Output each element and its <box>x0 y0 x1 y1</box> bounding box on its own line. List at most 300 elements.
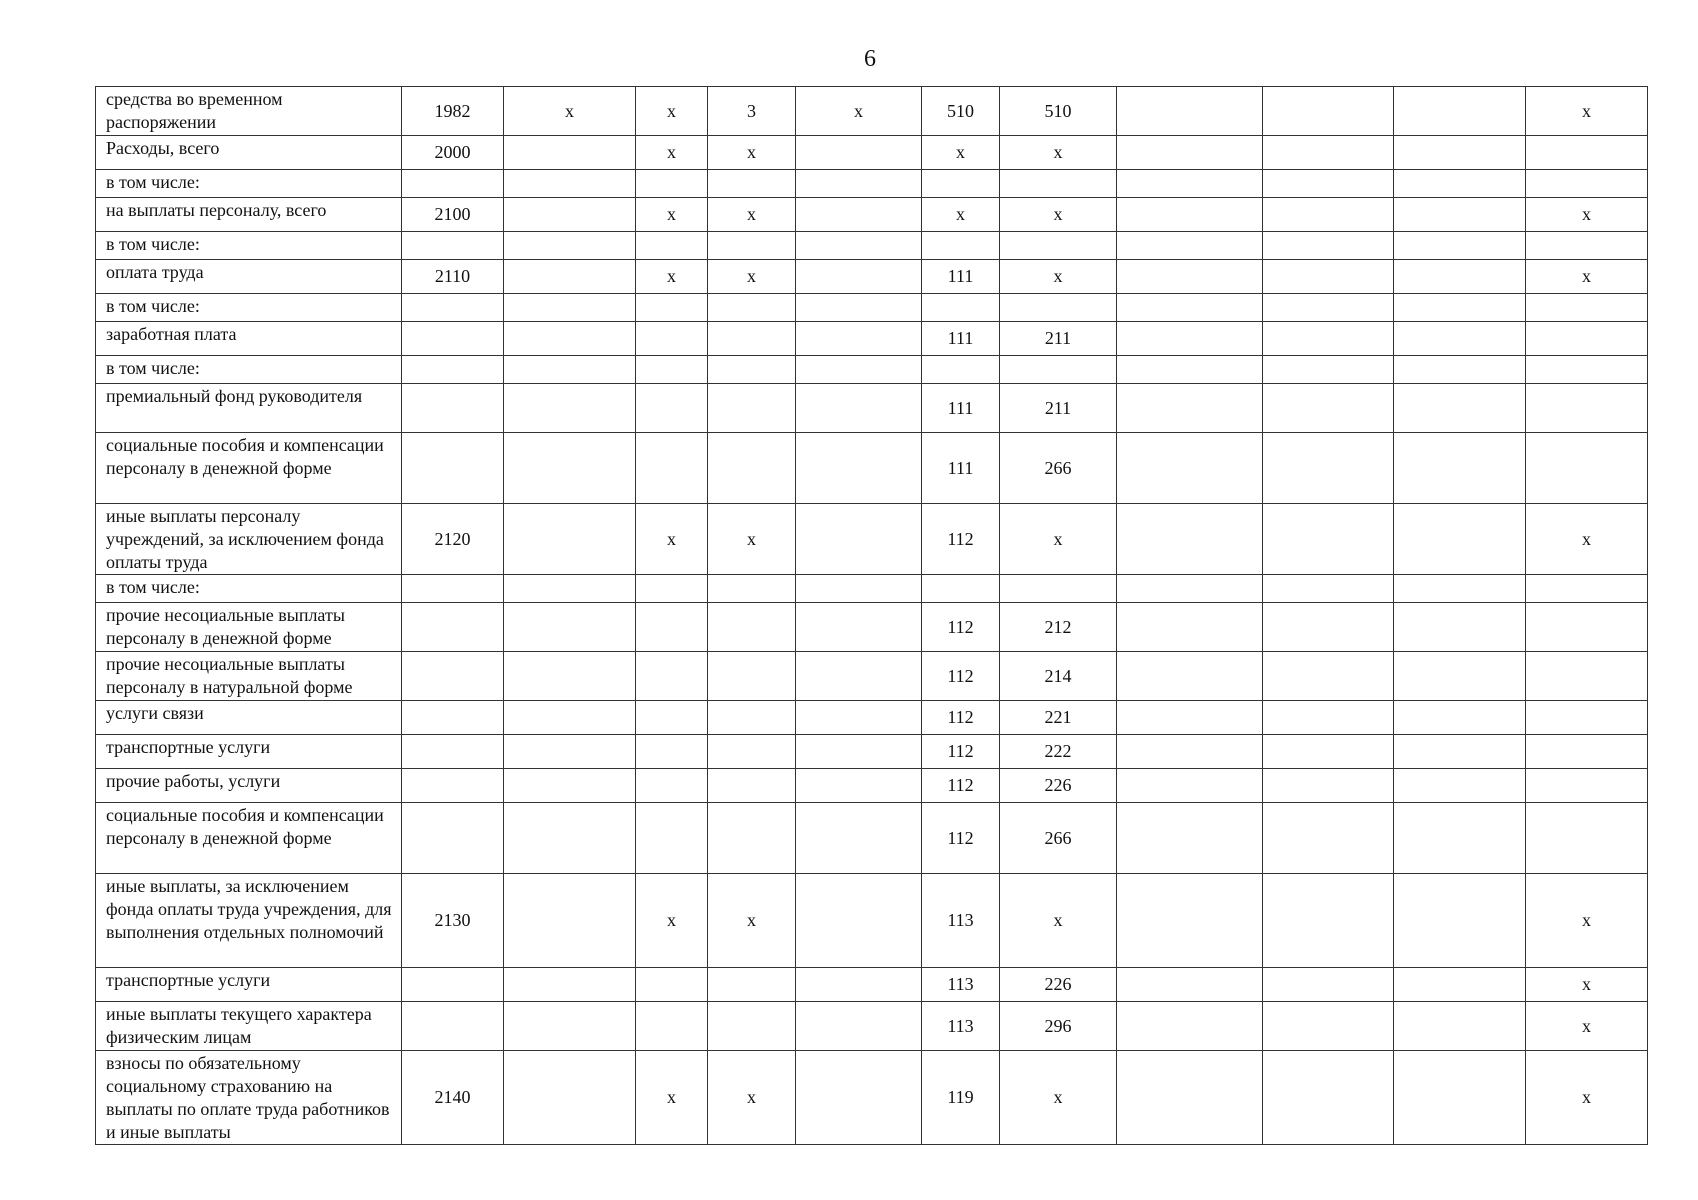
col-10-cell <box>1263 170 1394 198</box>
col-11-cell <box>1394 170 1526 198</box>
kvr-code-cell: 112 <box>922 769 1000 803</box>
kosgu-code-cell: 226 <box>1000 968 1117 1002</box>
col-9-cell <box>1117 701 1263 735</box>
kvr-code-cell: 111 <box>922 433 1000 504</box>
col-3-cell <box>504 294 636 322</box>
col-5-cell: 3 <box>708 87 796 136</box>
line-code-cell <box>402 1002 504 1051</box>
row-name-cell: средства во временном распоряжении <box>96 87 402 136</box>
row-name-cell: в том числе: <box>96 170 402 198</box>
col-3-cell <box>504 384 636 433</box>
col-6-cell <box>796 968 922 1002</box>
col-11-cell <box>1394 1051 1526 1145</box>
table-row <box>96 322 1648 356</box>
row-name-cell: в том числе: <box>96 575 402 603</box>
col-6-cell <box>796 322 922 356</box>
col-6-cell <box>796 294 922 322</box>
col-9-cell <box>1117 1002 1263 1051</box>
col-5-cell: x <box>708 136 796 170</box>
col-3-cell <box>504 433 636 504</box>
col-9-cell <box>1117 260 1263 294</box>
row-name-cell: транспортные услуги <box>96 735 402 769</box>
col-10-cell <box>1263 198 1394 232</box>
kvr-code-cell: 119 <box>922 1051 1000 1145</box>
col-10-cell <box>1263 701 1394 735</box>
col-9-cell <box>1117 652 1263 701</box>
col-10-cell <box>1263 874 1394 968</box>
col-3-cell: x <box>504 87 636 136</box>
kosgu-code-cell: x <box>1000 136 1117 170</box>
col-3-cell <box>504 769 636 803</box>
col-4-cell <box>636 652 708 701</box>
table-row <box>96 1051 1648 1145</box>
kosgu-code-cell <box>1000 170 1117 198</box>
col-4-cell <box>636 968 708 1002</box>
row-name-cell: услуги связи <box>96 701 402 735</box>
kosgu-code-cell: 266 <box>1000 433 1117 504</box>
col-4-cell: x <box>636 87 708 136</box>
col-12-cell <box>1526 356 1648 384</box>
line-code-cell <box>402 356 504 384</box>
line-code-cell: 2130 <box>402 874 504 968</box>
col-6-cell <box>796 769 922 803</box>
col-12-cell <box>1526 735 1648 769</box>
col-11-cell <box>1394 87 1526 136</box>
col-5-cell: x <box>708 260 796 294</box>
col-12-cell: x <box>1526 260 1648 294</box>
col-9-cell <box>1117 198 1263 232</box>
line-code-cell <box>402 603 504 652</box>
row-name-cell: прочие несоциальные выплаты персоналу в натуральной форме <box>96 652 402 701</box>
kosgu-code-cell: x <box>1000 874 1117 968</box>
row-name-cell: оплата труда <box>96 260 402 294</box>
table-row <box>96 294 1648 322</box>
line-code-cell <box>402 652 504 701</box>
col-5-cell <box>708 433 796 504</box>
col-4-cell <box>636 322 708 356</box>
col-10-cell <box>1263 384 1394 433</box>
kosgu-code-cell: 211 <box>1000 384 1117 433</box>
col-11-cell <box>1394 874 1526 968</box>
kvr-code-cell: 112 <box>922 701 1000 735</box>
row-name-cell: взносы по обязательному социальному страхованию на выплаты по оплате труда работников и иные выплаты <box>96 1051 402 1145</box>
col-12-cell: x <box>1526 87 1648 136</box>
kosgu-code-cell <box>1000 575 1117 603</box>
table-row <box>96 87 1648 136</box>
col-10-cell <box>1263 356 1394 384</box>
col-3-cell <box>504 198 636 232</box>
col-9-cell <box>1117 433 1263 504</box>
col-5-cell <box>708 1002 796 1051</box>
col-12-cell: x <box>1526 504 1648 575</box>
kvr-code-cell: 112 <box>922 735 1000 769</box>
col-5-cell <box>708 575 796 603</box>
col-6-cell: x <box>796 87 922 136</box>
col-11-cell <box>1394 1002 1526 1051</box>
line-code-cell: 2000 <box>402 136 504 170</box>
col-12-cell <box>1526 803 1648 874</box>
kosgu-code-cell: 211 <box>1000 322 1117 356</box>
col-3-cell <box>504 1051 636 1145</box>
col-6-cell <box>796 1051 922 1145</box>
col-4-cell <box>636 701 708 735</box>
col-3-cell <box>504 603 636 652</box>
row-name-cell: на выплаты персоналу, всего <box>96 198 402 232</box>
col-4-cell <box>636 294 708 322</box>
col-5-cell <box>708 356 796 384</box>
col-12-cell <box>1526 433 1648 504</box>
col-6-cell <box>796 136 922 170</box>
col-10-cell <box>1263 652 1394 701</box>
col-5-cell <box>708 603 796 652</box>
kosgu-code-cell: 510 <box>1000 87 1117 136</box>
col-5-cell <box>708 769 796 803</box>
col-10-cell <box>1263 136 1394 170</box>
table-row <box>96 575 1648 603</box>
row-name-cell: социальные пособия и компенсации персоналу в денежной форме <box>96 433 402 504</box>
col-10-cell <box>1263 1002 1394 1051</box>
line-code-cell <box>402 170 504 198</box>
row-name-cell: прочие работы, услуги <box>96 769 402 803</box>
kosgu-code-cell: 212 <box>1000 603 1117 652</box>
col-10-cell <box>1263 603 1394 652</box>
col-6-cell <box>796 874 922 968</box>
col-5-cell <box>708 968 796 1002</box>
col-3-cell <box>504 170 636 198</box>
col-10-cell <box>1263 968 1394 1002</box>
table-row <box>96 170 1648 198</box>
col-9-cell <box>1117 968 1263 1002</box>
kvr-code-cell: 113 <box>922 968 1000 1002</box>
col-11-cell <box>1394 803 1526 874</box>
kvr-code-cell: 112 <box>922 603 1000 652</box>
col-6-cell <box>796 232 922 260</box>
col-9-cell <box>1117 322 1263 356</box>
col-4-cell <box>636 575 708 603</box>
kvr-code-cell: x <box>922 136 1000 170</box>
row-name-cell: транспортные услуги <box>96 968 402 1002</box>
col-4-cell <box>636 735 708 769</box>
col-5-cell <box>708 384 796 433</box>
kvr-code-cell <box>922 232 1000 260</box>
kvr-code-cell <box>922 356 1000 384</box>
col-6-cell <box>796 384 922 433</box>
col-3-cell <box>504 322 636 356</box>
col-12-cell <box>1526 603 1648 652</box>
line-code-cell: 2120 <box>402 504 504 575</box>
row-name-cell: Расходы, всего <box>96 136 402 170</box>
col-11-cell <box>1394 198 1526 232</box>
line-code-cell: 2140 <box>402 1051 504 1145</box>
kosgu-code-cell: 226 <box>1000 769 1117 803</box>
col-9-cell <box>1117 294 1263 322</box>
line-code-cell <box>402 803 504 874</box>
col-11-cell <box>1394 260 1526 294</box>
col-3-cell <box>504 874 636 968</box>
col-3-cell <box>504 232 636 260</box>
row-name-cell: иные выплаты персоналу учреждений, за исключением фонда оплаты труда <box>96 504 402 575</box>
col-4-cell <box>636 1002 708 1051</box>
col-9-cell <box>1117 356 1263 384</box>
col-3-cell <box>504 1002 636 1051</box>
col-11-cell <box>1394 384 1526 433</box>
col-11-cell <box>1394 136 1526 170</box>
row-name-cell: в том числе: <box>96 356 402 384</box>
kvr-code-cell: 112 <box>922 652 1000 701</box>
col-10-cell <box>1263 803 1394 874</box>
col-5-cell <box>708 170 796 198</box>
table-row <box>96 735 1648 769</box>
col-6-cell <box>796 170 922 198</box>
col-12-cell <box>1526 652 1648 701</box>
col-11-cell <box>1394 504 1526 575</box>
col-10-cell <box>1263 260 1394 294</box>
col-12-cell: x <box>1526 874 1648 968</box>
col-4-cell: x <box>636 136 708 170</box>
table-row <box>96 384 1648 433</box>
col-5-cell <box>708 803 796 874</box>
table-row <box>96 769 1648 803</box>
line-code-cell <box>402 384 504 433</box>
col-3-cell <box>504 260 636 294</box>
col-11-cell <box>1394 322 1526 356</box>
kosgu-code-cell: x <box>1000 504 1117 575</box>
col-4-cell <box>636 769 708 803</box>
line-code-cell <box>402 968 504 1002</box>
col-9-cell <box>1117 136 1263 170</box>
table-row <box>96 433 1648 504</box>
col-6-cell <box>796 433 922 504</box>
col-10-cell <box>1263 87 1394 136</box>
col-5-cell: x <box>708 1051 796 1145</box>
col-5-cell <box>708 232 796 260</box>
kvr-code-cell <box>922 170 1000 198</box>
kvr-code-cell: 111 <box>922 260 1000 294</box>
col-12-cell: x <box>1526 1051 1648 1145</box>
col-9-cell <box>1117 1051 1263 1145</box>
col-10-cell <box>1263 433 1394 504</box>
col-4-cell: x <box>636 198 708 232</box>
table-row <box>96 652 1648 701</box>
col-4-cell <box>636 433 708 504</box>
line-code-cell: 1982 <box>402 87 504 136</box>
col-3-cell <box>504 136 636 170</box>
row-name-cell: прочие несоциальные выплаты персоналу в денежной форме <box>96 603 402 652</box>
col-4-cell: x <box>636 504 708 575</box>
col-11-cell <box>1394 769 1526 803</box>
col-11-cell <box>1394 652 1526 701</box>
kosgu-code-cell: x <box>1000 260 1117 294</box>
col-9-cell <box>1117 575 1263 603</box>
col-5-cell <box>708 322 796 356</box>
col-3-cell <box>504 968 636 1002</box>
table-row <box>96 1002 1648 1051</box>
col-9-cell <box>1117 769 1263 803</box>
line-code-cell <box>402 735 504 769</box>
col-11-cell <box>1394 603 1526 652</box>
col-10-cell <box>1263 322 1394 356</box>
kosgu-code-cell: 222 <box>1000 735 1117 769</box>
col-6-cell <box>796 701 922 735</box>
kvr-code-cell: 112 <box>922 504 1000 575</box>
table-row <box>96 701 1648 735</box>
row-name-cell: заработная плата <box>96 322 402 356</box>
col-4-cell <box>636 384 708 433</box>
col-12-cell <box>1526 322 1648 356</box>
kvr-code-cell: 113 <box>922 874 1000 968</box>
kosgu-code-cell: 296 <box>1000 1002 1117 1051</box>
col-12-cell <box>1526 384 1648 433</box>
col-4-cell: x <box>636 260 708 294</box>
col-9-cell <box>1117 735 1263 769</box>
col-5-cell <box>708 652 796 701</box>
col-12-cell: x <box>1526 1002 1648 1051</box>
col-3-cell <box>504 735 636 769</box>
col-9-cell <box>1117 170 1263 198</box>
col-11-cell <box>1394 232 1526 260</box>
col-12-cell <box>1526 575 1648 603</box>
col-6-cell <box>796 735 922 769</box>
col-5-cell: x <box>708 874 796 968</box>
kosgu-code-cell <box>1000 232 1117 260</box>
row-name-cell: иные выплаты, за исключением фонда оплаты труда учреждения, для выполнения отдельных полномочий <box>96 874 402 968</box>
row-name-cell: в том числе: <box>96 294 402 322</box>
col-9-cell <box>1117 803 1263 874</box>
table-row <box>96 603 1648 652</box>
col-6-cell <box>796 803 922 874</box>
page-number: 6 <box>864 46 876 72</box>
kosgu-code-cell: x <box>1000 1051 1117 1145</box>
kosgu-code-cell <box>1000 294 1117 322</box>
kvr-code-cell: 112 <box>922 803 1000 874</box>
col-10-cell <box>1263 232 1394 260</box>
row-name-cell: премиальный фонд руководителя <box>96 384 402 433</box>
table-row <box>96 136 1648 170</box>
col-9-cell <box>1117 874 1263 968</box>
table-row <box>96 968 1648 1002</box>
table-row <box>96 803 1648 874</box>
kvr-code-cell <box>922 294 1000 322</box>
col-4-cell <box>636 803 708 874</box>
col-11-cell <box>1394 294 1526 322</box>
col-4-cell <box>636 232 708 260</box>
col-5-cell <box>708 294 796 322</box>
col-6-cell <box>796 575 922 603</box>
kvr-code-cell: 113 <box>922 1002 1000 1051</box>
col-4-cell <box>636 356 708 384</box>
col-6-cell <box>796 652 922 701</box>
col-3-cell <box>504 356 636 384</box>
kvr-code-cell: 111 <box>922 322 1000 356</box>
line-code-cell <box>402 575 504 603</box>
col-10-cell <box>1263 294 1394 322</box>
col-3-cell <box>504 652 636 701</box>
col-12-cell <box>1526 701 1648 735</box>
col-3-cell <box>504 504 636 575</box>
col-3-cell <box>504 803 636 874</box>
table-row <box>96 504 1648 575</box>
line-code-cell <box>402 769 504 803</box>
kosgu-code-cell <box>1000 356 1117 384</box>
col-5-cell <box>708 701 796 735</box>
col-6-cell <box>796 603 922 652</box>
col-4-cell <box>636 603 708 652</box>
line-code-cell <box>402 232 504 260</box>
col-11-cell <box>1394 356 1526 384</box>
kvr-code-cell: x <box>922 198 1000 232</box>
kvr-code-cell: 111 <box>922 384 1000 433</box>
col-9-cell <box>1117 384 1263 433</box>
row-name-cell: иные выплаты текущего характера физическим лицам <box>96 1002 402 1051</box>
col-9-cell <box>1117 87 1263 136</box>
col-10-cell <box>1263 504 1394 575</box>
budget-table <box>95 86 1648 1145</box>
kvr-code-cell <box>922 575 1000 603</box>
col-12-cell: x <box>1526 968 1648 1002</box>
col-4-cell: x <box>636 1051 708 1145</box>
col-12-cell <box>1526 170 1648 198</box>
table-row <box>96 874 1648 968</box>
kosgu-code-cell: 221 <box>1000 701 1117 735</box>
col-9-cell <box>1117 603 1263 652</box>
line-code-cell <box>402 294 504 322</box>
col-11-cell <box>1394 968 1526 1002</box>
line-code-cell: 2110 <box>402 260 504 294</box>
col-5-cell: x <box>708 198 796 232</box>
col-9-cell <box>1117 232 1263 260</box>
line-code-cell <box>402 701 504 735</box>
table-row <box>96 356 1648 384</box>
col-12-cell <box>1526 294 1648 322</box>
col-5-cell: x <box>708 504 796 575</box>
kosgu-code-cell: 214 <box>1000 652 1117 701</box>
col-12-cell <box>1526 232 1648 260</box>
table-row <box>96 198 1648 232</box>
col-4-cell: x <box>636 874 708 968</box>
col-10-cell <box>1263 1051 1394 1145</box>
table-row <box>96 232 1648 260</box>
kosgu-code-cell: x <box>1000 198 1117 232</box>
col-11-cell <box>1394 735 1526 769</box>
col-6-cell <box>796 260 922 294</box>
col-11-cell <box>1394 701 1526 735</box>
col-12-cell <box>1526 769 1648 803</box>
table-row <box>96 260 1648 294</box>
col-6-cell <box>796 356 922 384</box>
col-3-cell <box>504 575 636 603</box>
col-10-cell <box>1263 769 1394 803</box>
line-code-cell <box>402 433 504 504</box>
col-11-cell <box>1394 433 1526 504</box>
col-12-cell <box>1526 136 1648 170</box>
col-10-cell <box>1263 575 1394 603</box>
col-10-cell <box>1263 735 1394 769</box>
table-body <box>96 87 1648 1145</box>
col-6-cell <box>796 198 922 232</box>
col-6-cell <box>796 504 922 575</box>
col-5-cell <box>708 735 796 769</box>
col-4-cell <box>636 170 708 198</box>
col-6-cell <box>796 1002 922 1051</box>
col-9-cell <box>1117 504 1263 575</box>
kvr-code-cell: 510 <box>922 87 1000 136</box>
line-code-cell: 2100 <box>402 198 504 232</box>
row-name-cell: в том числе: <box>96 232 402 260</box>
line-code-cell <box>402 322 504 356</box>
row-name-cell: социальные пособия и компенсации персоналу в денежной форме <box>96 803 402 874</box>
col-3-cell <box>504 701 636 735</box>
col-11-cell <box>1394 575 1526 603</box>
